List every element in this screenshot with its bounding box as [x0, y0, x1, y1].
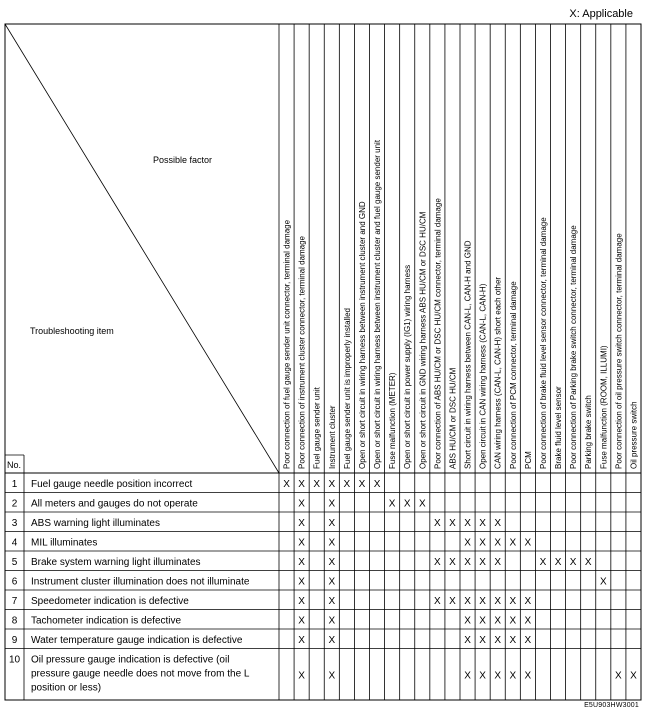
row-item-text: ABS warning light illuminates [31, 518, 160, 529]
legend-applicable: X: Applicable [569, 8, 633, 20]
applicable-mark: X [524, 537, 532, 549]
applicable-mark: X [298, 595, 305, 607]
applicable-mark: X [464, 537, 471, 549]
factor-header: Poor connection of PCM connector, terminal damage [508, 281, 518, 469]
applicable-mark: X [298, 537, 305, 549]
applicable-mark: X [373, 478, 381, 490]
applicable-mark: X [554, 556, 562, 568]
factor-header: Poor connection of ABS HU/CM or DSC HU/CM connector, terminal damage [433, 198, 443, 469]
applicable-mark: X [464, 634, 471, 646]
factor-header: Brake fluid level sensor [554, 386, 564, 469]
row-item-text: MIL illuminates [31, 537, 98, 549]
applicable-mark: X [479, 537, 486, 549]
factor-header: Poor connection of brake fluid level sensor connector, terminal damage [538, 217, 548, 469]
row-item-text: Tachometer indication is defective [31, 615, 182, 627]
possible-factor-label: Possible factor [153, 155, 213, 165]
applicable-mark: X [615, 670, 622, 682]
row-number: 4 [11, 537, 18, 549]
applicable-mark: X [313, 478, 321, 490]
applicable-mark: X [298, 478, 305, 490]
row-number: 7 [11, 596, 18, 607]
applicable-mark: X [464, 517, 471, 529]
applicable-mark: X [358, 478, 366, 490]
factor-header: Open or short circuit in wiring harness between instrument cluster and GND [357, 201, 367, 469]
applicable-mark: X [509, 595, 517, 607]
applicable-mark: X [524, 634, 532, 646]
applicable-mark: X [584, 556, 592, 568]
row-item-text: Water temperature gauge indication is defective [31, 635, 243, 646]
applicable-mark: X [328, 615, 336, 627]
applicable-mark: X [328, 595, 336, 607]
troubleshooting-item-label: Troubleshooting item [30, 326, 114, 336]
applicable-mark: X [328, 478, 336, 490]
row-number: 6 [11, 576, 18, 588]
applicable-mark: X [434, 556, 441, 568]
applicable-mark: X [328, 634, 336, 646]
applicable-mark: X [449, 595, 456, 607]
applicable-mark: X [328, 670, 336, 682]
row-number: 3 [11, 518, 18, 529]
applicable-mark: X [494, 595, 502, 607]
row-number: 5 [11, 557, 18, 568]
applicable-mark: X [479, 517, 486, 529]
factor-header: Open or short circuit in power supply (IG1) wiring harness [403, 264, 413, 469]
applicable-mark: X [343, 478, 351, 490]
applicable-mark: X [434, 595, 441, 607]
applicable-mark: X [479, 634, 486, 646]
applicable-mark: X [479, 615, 486, 627]
applicable-mark: X [298, 670, 305, 682]
factor-header: Poor connection of oil pressure switch connector, terminal damage [614, 233, 624, 469]
factor-header: Instrument cluster [327, 405, 337, 469]
row-item-text: position or less) [31, 682, 102, 694]
row-number: 8 [11, 615, 18, 627]
row-item-text: Oil pressure gauge indication is defective (oil [31, 654, 230, 666]
applicable-mark: X [298, 517, 305, 529]
factor-header: Oil pressure switch [629, 401, 639, 469]
applicable-mark: X [298, 634, 305, 646]
applicable-mark: X [418, 498, 426, 510]
applicable-mark: X [464, 595, 471, 607]
applicable-mark: X [479, 595, 486, 607]
applicable-mark: X [509, 615, 517, 627]
row-number: 2 [11, 498, 18, 510]
applicable-mark: X [494, 615, 502, 627]
factor-header: CAN wiring harness (CAN-L, CAN-H) short each other [493, 276, 503, 469]
applicable-mark: X [509, 634, 517, 646]
applicable-mark: X [449, 556, 456, 568]
factor-header: ABS HU/CM or DSC HU/CM [448, 367, 458, 469]
applicable-mark: X [479, 670, 486, 682]
factor-header: Fuse malfunction (METER) [388, 372, 398, 469]
factor-header: Parking brake switch [584, 395, 594, 469]
applicable-mark: X [494, 517, 502, 529]
applicable-mark: X [494, 556, 502, 568]
row-item-text: Brake system warning light illuminates [31, 557, 201, 568]
applicable-mark: X [539, 556, 547, 568]
applicable-mark: X [298, 556, 305, 568]
applicable-mark: X [328, 537, 336, 549]
factor-header: Poor connection of instrument cluster connector, terminal damage [297, 235, 307, 469]
applicable-mark: X [298, 576, 305, 588]
applicable-mark: X [388, 498, 396, 510]
applicable-mark: X [524, 615, 532, 627]
applicable-mark: X [494, 537, 502, 549]
factor-header: Poor connection of fuel gauge sender unit connector, terminal damage [282, 219, 292, 469]
applicable-mark: X [464, 615, 471, 627]
applicable-mark: X [630, 670, 637, 682]
factor-header: Open or short circuit in wiring harness between instrument cluster and fuel gauge sender unit [373, 139, 383, 469]
factor-header: PCM [523, 451, 533, 469]
applicable-mark: X [479, 556, 486, 568]
applicable-mark: X [509, 670, 517, 682]
applicable-mark: X [298, 615, 305, 627]
applicable-mark: X [494, 670, 502, 682]
applicable-mark: X [283, 478, 290, 490]
header-diagonal [5, 24, 279, 473]
no-label: No. [7, 460, 22, 470]
factor-header: Fuel gauge sender unit is improperly installed [342, 308, 352, 469]
row-number: 10 [8, 654, 21, 666]
applicable-mark: X [328, 556, 336, 568]
applicable-mark: X [464, 670, 471, 682]
applicable-mark: X [328, 498, 336, 510]
row-item-text: Fuel gauge needle position incorrect [31, 479, 193, 490]
applicable-mark: X [569, 556, 577, 568]
factor-header: Fuel gauge sender unit [312, 387, 322, 469]
row-item-text: Speedometer indication is defective [31, 596, 189, 607]
applicable-mark: X [524, 670, 532, 682]
applicable-mark: X [328, 576, 336, 588]
applicable-mark: X [599, 576, 607, 588]
row-item-text: Instrument cluster illumination does not illuminate [31, 576, 250, 588]
applicable-mark: X [328, 517, 336, 529]
row-item-text: All meters and gauges do not operate [31, 498, 198, 510]
row-number: 1 [11, 479, 18, 490]
applicable-mark: X [524, 595, 532, 607]
applicable-mark: X [403, 498, 411, 510]
figure-code: E5U903HW3001 [584, 702, 639, 709]
applicable-mark: X [434, 517, 441, 529]
factor-header: Short circuit in wiring harness between CAN-L, CAN-H and GND [463, 240, 473, 469]
applicable-mark: X [298, 498, 305, 510]
factor-header: Fuse malfunction (ROOM, ILLUMI) [599, 345, 609, 469]
factor-header: Open or short circuit in GND wiring harness ABS HU/CM or DSC HU/CM [418, 211, 428, 469]
factor-header: Open circuit in CAN wiring harness (CAN-L, CAN-H) [478, 283, 488, 469]
applicable-mark: X [464, 556, 471, 568]
applicable-mark: X [509, 537, 517, 549]
factor-header: Poor connection of Parking brake switch connector, terminal damage [569, 225, 579, 469]
row-item-text: pressure gauge needle does not move from the L [31, 668, 250, 680]
row-number: 9 [11, 635, 18, 646]
applicable-mark: X [449, 517, 456, 529]
applicable-mark: X [494, 634, 502, 646]
